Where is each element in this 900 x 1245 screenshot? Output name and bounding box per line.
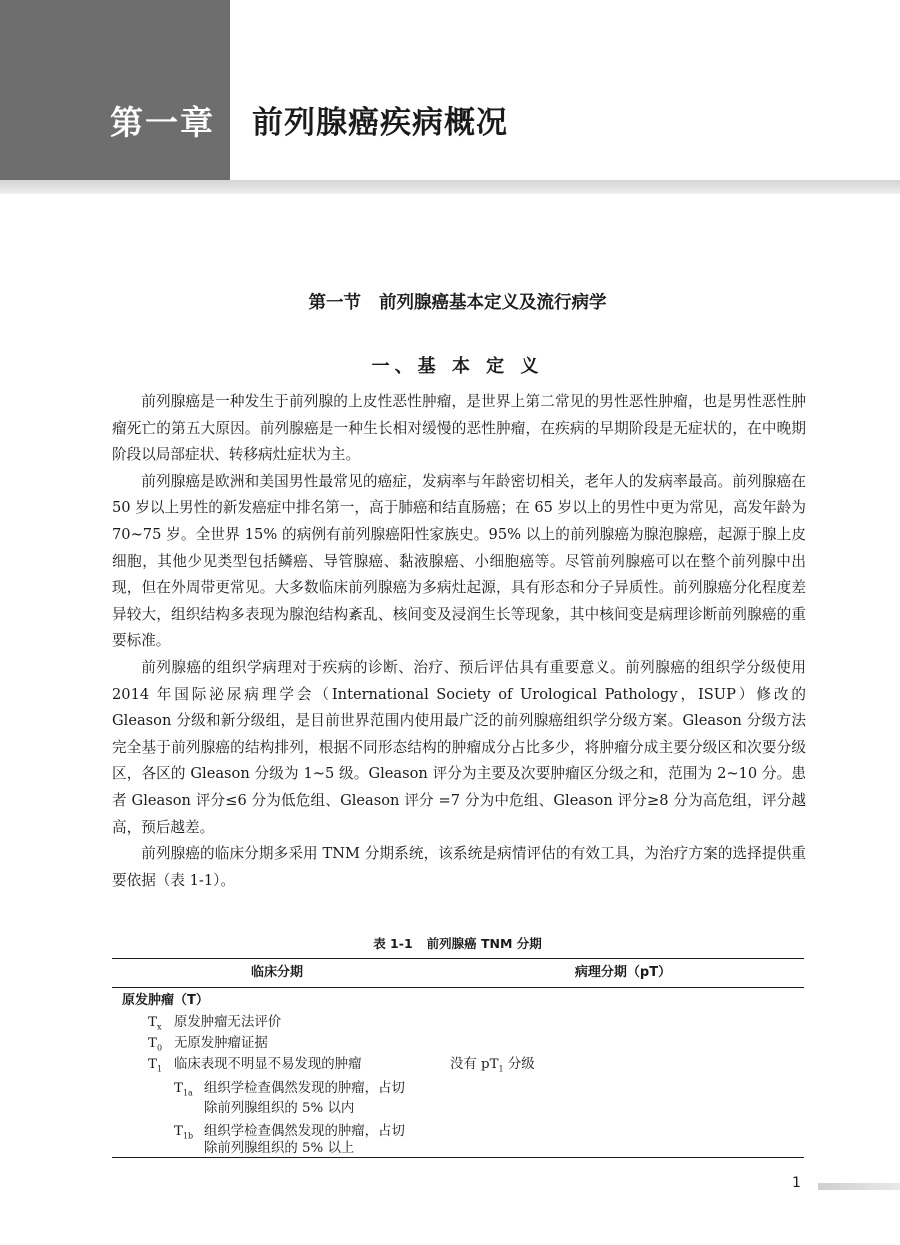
chapter-banner <box>0 0 230 180</box>
table-header <box>112 959 804 988</box>
table-group-label: 原发肿瘤（T） <box>122 993 209 1008</box>
page-number-bar <box>818 1183 900 1190</box>
paragraph: 前列腺癌是欧洲和美国男性最常见的癌症，发病率与年龄密切相关，老年人的发病率最高。前列腺癌在 50 岁以上男性的新发癌症中排名第一，高于肺癌和结直肠癌；在 65 岁以上的男性中更为常见，高发年龄为 70~75 岁。全世界 15% 的病例有前列腺癌阳性家族史。95% 以上的前列腺癌为腺泡腺癌，起源于腺上皮细胞，其他少见类型包括鳞癌、导管腺癌、黏液腺癌、小细胞癌等。尽管前列腺癌可以在整个前列腺中出现，但在外周带更常见。大多数临床前列腺癌为多病灶起源，具有形态和分子异质性。前列腺癌分化程度差异较大，组织结构多表现为腺泡结构紊乱、核间变及浸润生长等现象，其中核间变是病理诊断前列腺癌的重要标准。 <box>112 472 806 650</box>
table-title: 前列腺癌 TNM 分期 <box>426 936 542 951</box>
header-clinical-stage: 临床分期 <box>250 965 303 980</box>
body-text <box>112 389 806 894</box>
header-pathological-stage: 病理分期（pT） <box>574 965 672 980</box>
stage-description-line: 组织学检查偶然发现的肿瘤，占切 <box>204 1124 405 1139</box>
stage-description: 原发肿瘤无法评价 <box>174 1015 282 1030</box>
tnm-table <box>112 958 804 1158</box>
pathological-stage-value: 没有 $pT_1$ 分级 <box>450 1057 535 1074</box>
subsection-heading: 一、基 本 定 义 <box>371 356 544 377</box>
stage-description-line: 组织学检查偶然发现的肿瘤，占切 <box>204 1081 405 1096</box>
stage-code: $T_{1a}$ <box>174 1081 193 1098</box>
table-caption <box>0 934 900 954</box>
stage-code: $T_0$ <box>148 1036 163 1053</box>
chapter-title: 前列腺癌疾病概况 <box>252 105 508 141</box>
stage-code: $T_x$ <box>148 1015 162 1032</box>
stage-code: $T_{1b}$ <box>174 1124 194 1141</box>
section-heading <box>0 290 900 316</box>
stage-description-line: 除前列腺组织的 5% 以上 <box>204 1141 355 1156</box>
stage-code: $T_1$ <box>148 1057 163 1074</box>
paragraph: 前列腺癌是一种发生于前列腺的上皮性恶性肿瘤，是世界上第二常见的男性恶性肿瘤，也是男性恶性肿瘤死亡的第五大原因。前列腺癌是一种生长相对缓慢的恶性肿瘤，在疾病的早期阶段是无症状的，在中晚期阶段以局部症状、转移病灶症状为主。 <box>112 393 806 464</box>
chapter-divider <box>0 180 900 194</box>
chapter-label: 第一章 <box>110 103 215 142</box>
paragraph: 前列腺癌的组织学病理对于疾病的诊断、治疗、预后评估具有重要意义。前列腺癌的组织学分级使用 2014 年国际泌尿病理学会（International Society of Urological Pathology，ISUP）修改的 Gleason 分级和新分级组，是目前世界范围内使用最广泛的前列腺癌组织学分级方案。Gleason 分级方法完全基于前列腺癌的结构排列，根据不同形态结构的肿瘤成分占比多少，将肿瘤分成主要分级区和次要分级区，各区的 Gleason 分级为 1~5 级。Gleason 评分为主要及次要肿瘤区分级之和，范围为 2~10 分。患者 Gleason 评分≤6 分为低危组、Gleason 评分 =7 分为中危组、Gleason 评分≥8 分为高危组，评分越高，预后越差。 <box>112 658 806 836</box>
page-number: 1 <box>792 1175 801 1191</box>
section-number: 第一节 <box>308 293 361 313</box>
table-number: 表 1-1 <box>373 936 413 951</box>
paragraph: 前列腺癌的临床分期多采用 TNM 分期系统，该系统是病情评估的有效工具，为治疗方案的选择提供重要依据（表 1-1）。 <box>112 845 806 889</box>
stage-description-line: 除前列腺组织的 5% 以内 <box>204 1101 355 1116</box>
stage-description: 临床表现不明显不易发现的肿瘤 <box>174 1057 362 1072</box>
stage-description: 无原发肿瘤证据 <box>174 1036 268 1051</box>
section-title: 前列腺癌基本定义及流行病学 <box>379 293 607 313</box>
